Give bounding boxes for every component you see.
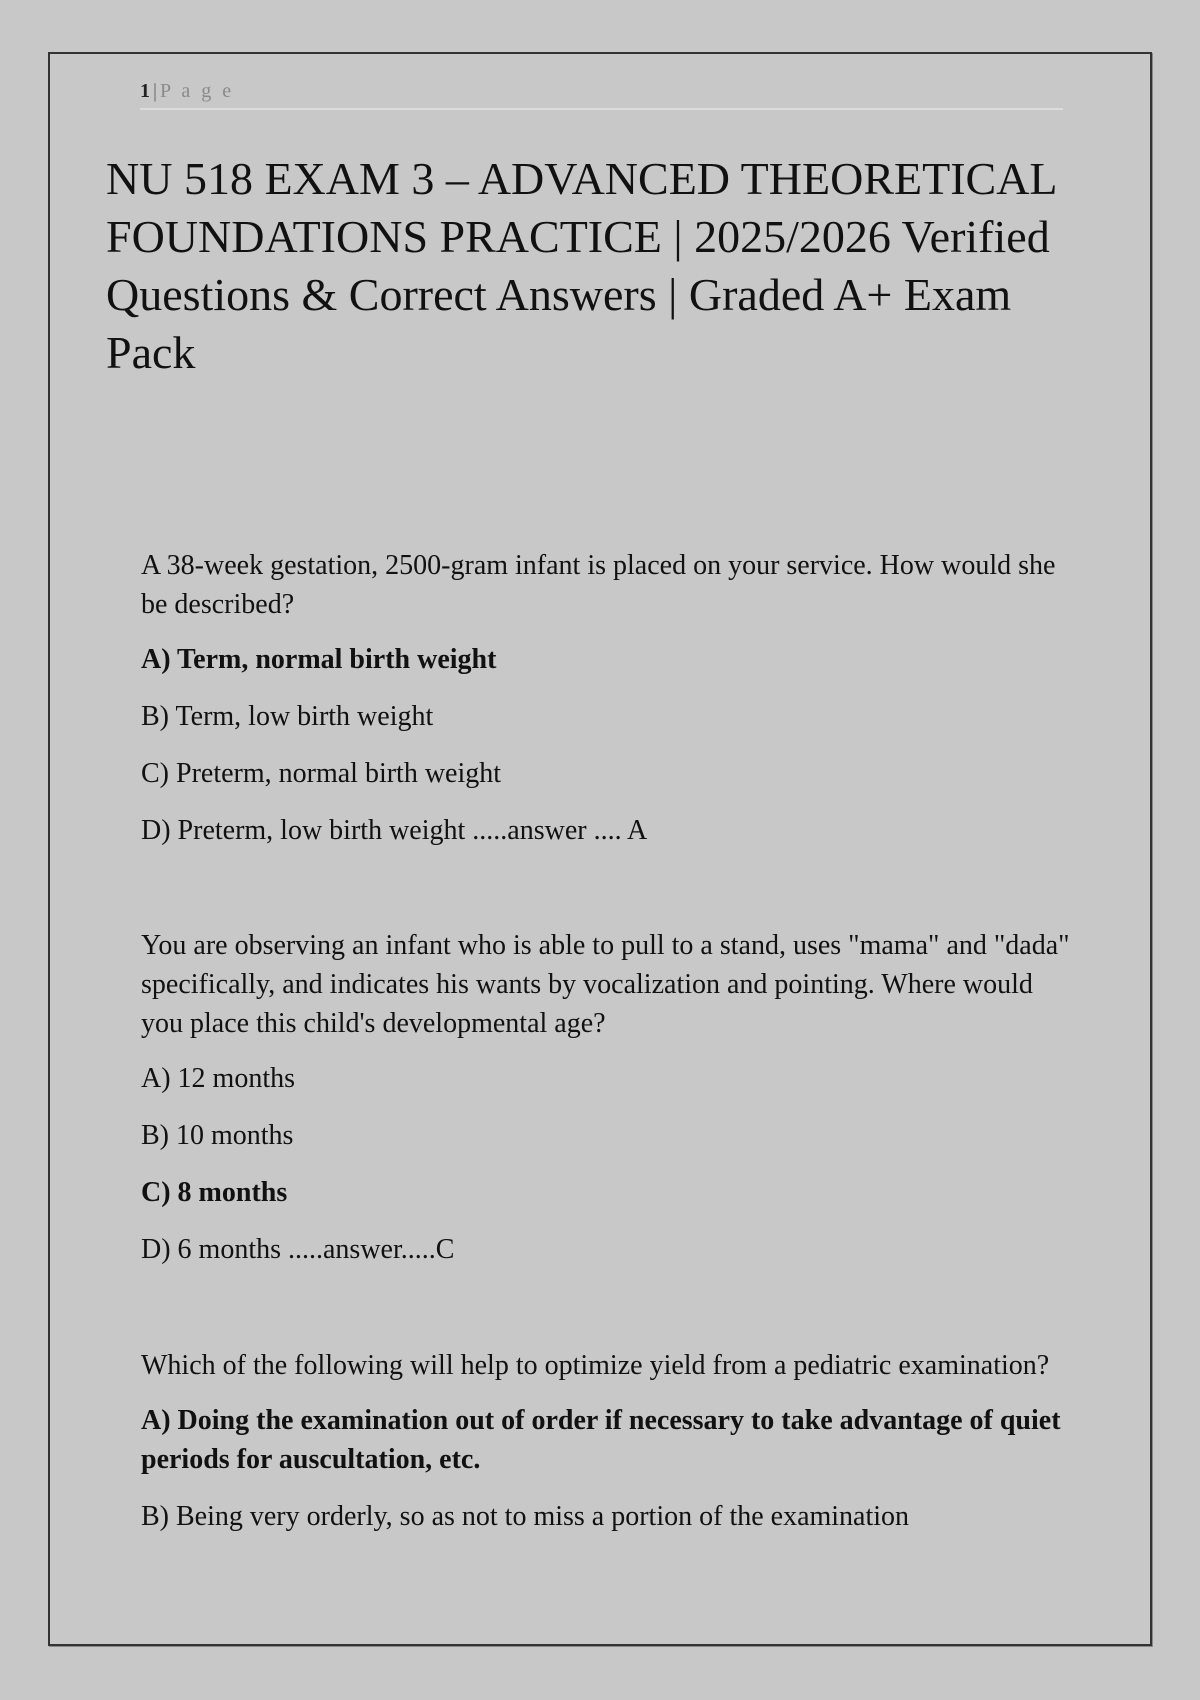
answer-option: D) Preterm, low birth weight .....answer .... A (141, 815, 648, 846)
answer-option: D) 6 months .....answer.....C (141, 1234, 455, 1265)
page-header (140, 80, 1063, 110)
answer-option-correct: A) Term, normal birth weight (141, 644, 497, 675)
page-separator: | (153, 80, 158, 102)
question-block (141, 1346, 1071, 1554)
answer-option: B) Being very orderly, so as not to miss a portion of the examination (141, 1501, 910, 1532)
question-text: You are observing an infant who is able to pull to a stand, uses "mama" and "dada" specifically, and indicates his wants by vocalization and pointing. Where would you place this child's developmental age? (141, 930, 1070, 1039)
answer-option: A) 12 months (141, 1063, 295, 1094)
answer-option: B) Term, low birth weight (141, 701, 434, 732)
question-block (141, 546, 1071, 868)
question-block (141, 926, 1071, 1287)
answer-option: C) Preterm, normal birth weight (141, 758, 502, 789)
answer-option: B) 10 months (141, 1120, 294, 1151)
page-label: P a g e (160, 80, 235, 102)
question-text: Which of the following will help to optimize yield from a pediatric examination? (141, 1350, 1050, 1381)
question-text: A 38-week gestation, 2500-gram infant is placed on your service. How would she be described? (141, 550, 1056, 620)
page-number: 1 (140, 80, 150, 102)
document-title: NU 518 EXAM 3 – ADVANCED THEORETICAL FOUNDATIONS PRACTICE | 2025/2026 Verified Questions & Correct Answers | Graded A+ Exam Pack (106, 153, 1056, 378)
answer-option-correct: A) Doing the examination out of order if necessary to take advantage of quiet periods for auscultation, etc. (141, 1405, 1061, 1475)
answer-option-correct: C) 8 months (141, 1177, 288, 1208)
